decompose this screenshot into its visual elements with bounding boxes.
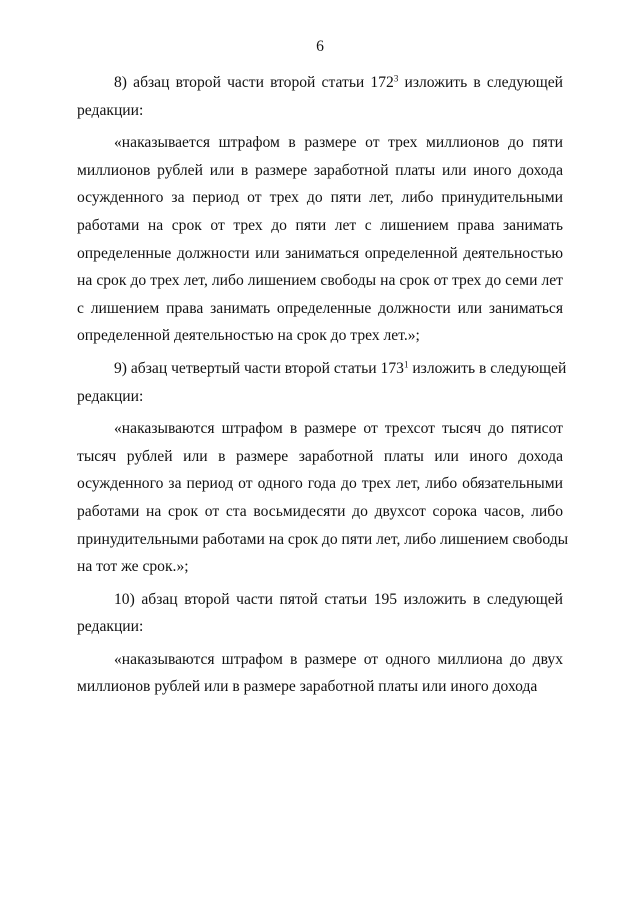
amendment-item xyxy=(77,355,567,410)
quoted-text xyxy=(77,415,569,581)
text-line: работами на срок от ста восьмидесяти до двухсот сорока часов, либо xyxy=(77,502,563,520)
text-line: редакции: xyxy=(77,101,144,119)
text-line: миллионов рублей или в размере заработной платы или иного дохода xyxy=(77,161,563,179)
quoted-text xyxy=(77,646,563,701)
text-line: тысяч рублей или в размере заработной платы или иного дохода xyxy=(77,447,563,465)
text-line: «наказывается штрафом в размере от трех миллионов до пяти xyxy=(114,134,563,152)
amendment-item xyxy=(77,69,563,124)
text-line: осужденного за период от одного года до трех лет, либо обязательными xyxy=(77,475,563,493)
text-line: на тот же срок.»; xyxy=(77,558,189,576)
superscript-index: 3 xyxy=(393,73,399,84)
text-line: редакции: xyxy=(77,387,144,405)
text-line: работами на срок от трех до пяти лет с лишением права занимать xyxy=(77,216,563,234)
text-line: редакции: xyxy=(77,618,144,636)
amendment-item xyxy=(77,586,563,641)
text-line: осужденного за период от трех до пяти лет, либо принудительными xyxy=(77,189,563,207)
quoted-text xyxy=(77,129,563,350)
text-line: миллионов рублей или в размере заработной платы или иного дохода xyxy=(77,678,538,696)
text-line: с лишением права занимать определенные должности или заниматься xyxy=(77,299,563,317)
text-line: определенной деятельностью на срок до трех лет.»; xyxy=(77,327,420,345)
text-line: на срок до трех лет, либо лишением свободы на срок от трех до семи лет xyxy=(77,272,563,290)
superscript-index: 1 xyxy=(403,359,409,370)
text-line: «наказываются штрафом в размере от одного миллиона до двух xyxy=(114,650,563,668)
text-line: принудительными работами на срок до пяти лет, либо лишением свободы xyxy=(77,530,569,548)
document-body xyxy=(77,69,569,701)
text-line: 9) абзац четвертый части второй статьи $173^1$ изложить в следующей xyxy=(114,359,567,377)
text-line: 8) абзац второй части второй статьи $172^3$ изложить в следующей xyxy=(114,73,563,91)
text-line: 10) абзац второй части пятой статьи 195 изложить в следующей xyxy=(114,590,563,608)
page-number: 6 xyxy=(316,38,324,55)
text-line: «наказываются штрафом в размере от трехсот тысяч до пятисот xyxy=(114,420,563,438)
text-line: определенные должности или заниматься определенной деятельностью xyxy=(77,244,563,262)
